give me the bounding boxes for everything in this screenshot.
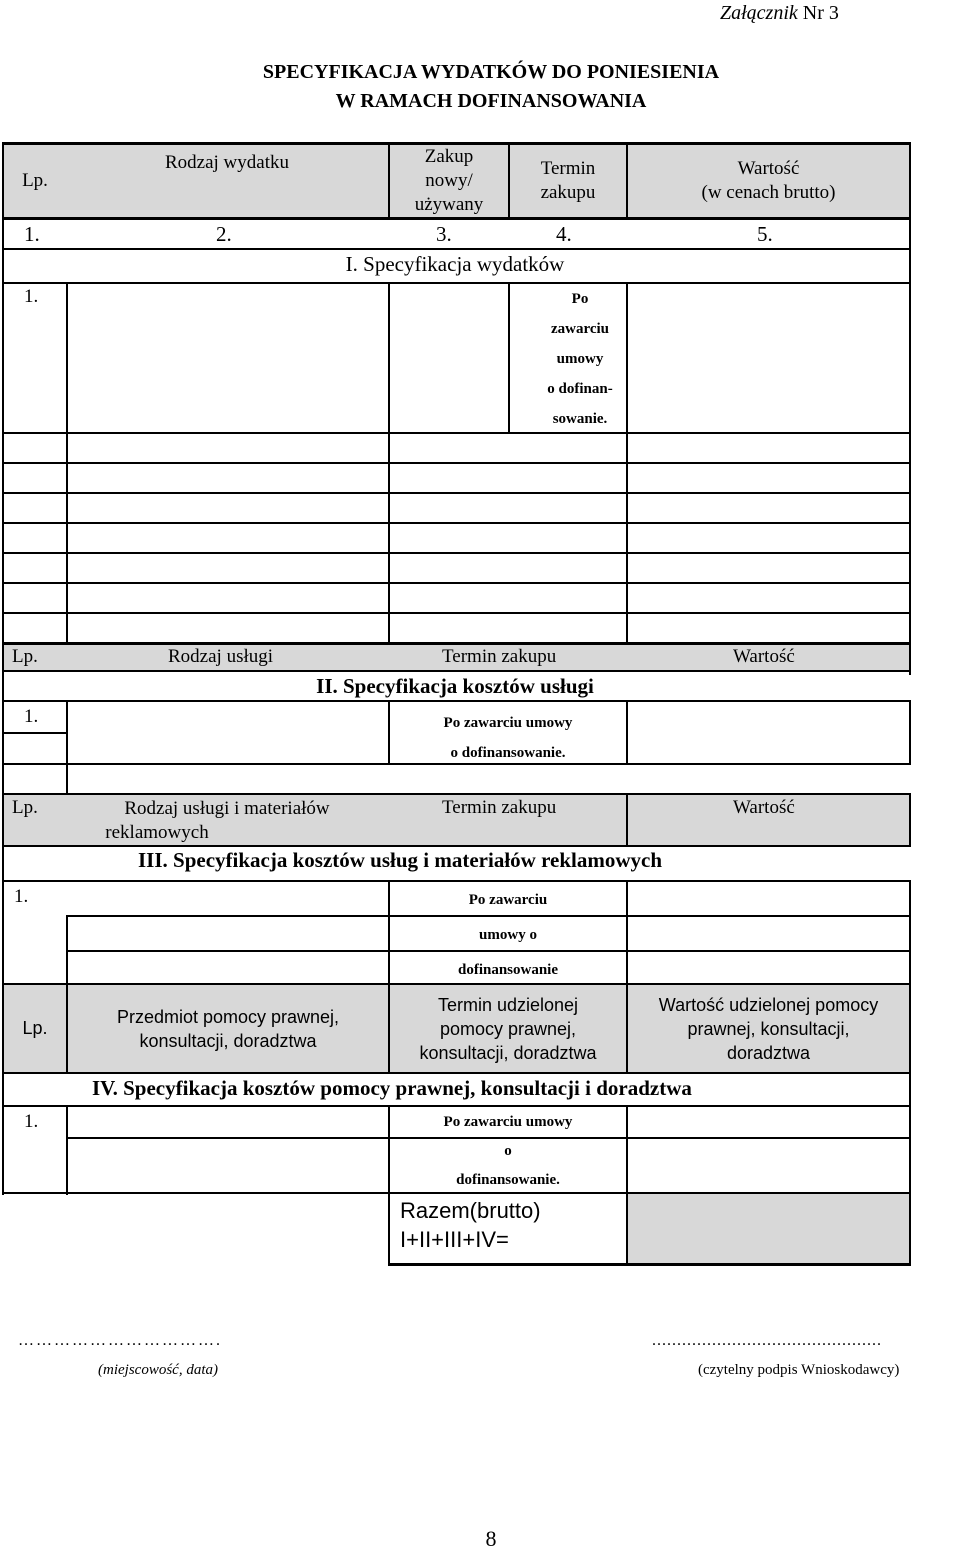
header-expense-type: Rodzaj wydatku xyxy=(164,152,289,173)
section4-header-term-line-1: Termin udzielonej xyxy=(437,994,579,1015)
section4-term-line-3: dofinansowanie. xyxy=(456,1172,560,1188)
section2-title: II. Specyfikacja kosztów usługi xyxy=(316,674,594,698)
place-date-caption: (miejscowość, data) xyxy=(98,1362,218,1378)
section3-header-type-line-1: Rodzaj usługi i materiałów xyxy=(124,798,330,819)
col-number-1: 1. xyxy=(24,222,40,246)
header-lp: Lp. xyxy=(22,170,48,191)
total-value-cell xyxy=(628,1193,910,1265)
header-purchase-term xyxy=(510,145,626,217)
section2-row-number: 1. xyxy=(24,706,39,727)
header-value-line-1: Wartość xyxy=(737,158,800,179)
section1-title: I. Specyfikacja wydatków xyxy=(345,252,565,276)
section4-header-value-line-3: doradztwa xyxy=(726,1042,811,1063)
total-label xyxy=(400,1196,541,1254)
section4-term-line-1: Po zawarciu umowy xyxy=(443,1114,573,1130)
section3-header-value: Wartość xyxy=(733,797,795,818)
col-number-3: 3. xyxy=(436,222,452,246)
attachment-label xyxy=(720,2,839,25)
section3-term-text xyxy=(390,883,626,988)
section1-term-text xyxy=(390,284,770,434)
section3-term-line-2: umowy o xyxy=(479,927,537,943)
header-new-used-line-1: Zakup xyxy=(424,146,474,167)
header-new-used xyxy=(390,145,508,217)
header-value-line-2: (w cenach brutto) xyxy=(701,182,836,203)
section3-header-lp: Lp. xyxy=(12,797,38,818)
section2-header-lp: Lp. xyxy=(12,646,38,667)
header-term-line-2: zakupu xyxy=(540,182,596,203)
title-line-1: SPECYFIKACJA WYDATKÓW DO PONIESIENIA xyxy=(262,61,720,83)
section4-header-value-line-2: prawnej, konsultacji, xyxy=(687,1018,850,1039)
attachment-label-number: Nr 3 xyxy=(797,2,839,24)
col-number-5: 5. xyxy=(757,222,773,246)
section1-term-line-5: sowanie. xyxy=(552,411,608,427)
section4-header-subject-line-2: konsultacji, doradztwa xyxy=(139,1030,317,1051)
section2-header-term: Termin zakupu xyxy=(442,646,557,667)
header-term-line-1: Termin xyxy=(540,158,596,179)
section1-term-line-3: umowy xyxy=(556,351,604,367)
col-number-4: 4. xyxy=(556,222,572,246)
col-number-2: 2. xyxy=(216,222,232,246)
section2-header-value: Wartość xyxy=(733,646,795,667)
header-value xyxy=(628,145,909,217)
section3-header-type-line-2: reklamowych xyxy=(105,822,209,843)
total-label-line-1: Razem(brutto) xyxy=(400,1198,541,1223)
title-line-2: W RAMACH DOFINANSOWANIA xyxy=(335,90,647,112)
signature-caption: (czytelny podpis Wnioskodawcy) xyxy=(698,1362,900,1378)
section4-header-term-line-2: pomocy prawnej, xyxy=(439,1018,577,1039)
section4-term-text xyxy=(390,1108,626,1195)
place-date-line: ……………………………. xyxy=(18,1332,222,1349)
header-new-used-line-2: nowy/ xyxy=(425,170,473,191)
section4-header-lp: Lp. xyxy=(22,1018,48,1038)
section4-row-number: 1. xyxy=(24,1111,39,1132)
section1-term-line-1: Po xyxy=(571,291,589,307)
section3-term-line-1: Po zawarciu xyxy=(468,892,548,908)
section4-header-subject xyxy=(68,985,388,1072)
section4-title: IV. Specyfikacja kosztów pomocy prawnej, konsultacji i doradztwa xyxy=(92,1076,692,1100)
section3-header-type xyxy=(66,797,388,845)
section4-term-line-2: o xyxy=(504,1143,512,1159)
section4-header-term xyxy=(390,985,626,1072)
section1-row-number: 1. xyxy=(24,286,39,307)
attachment-label-italic: Załącznik xyxy=(720,2,798,24)
section3-header-term: Termin zakupu xyxy=(442,797,557,818)
section4-header-term-line-3: konsultacji, doradztwa xyxy=(419,1042,597,1063)
header-new-used-line-3: używany xyxy=(414,194,484,215)
section2-term-line-1: Po zawarciu umowy xyxy=(443,715,573,731)
section3-term-line-3: dofinansowanie xyxy=(457,962,559,978)
page-number: 8 xyxy=(485,1526,497,1551)
section4-header-value xyxy=(628,985,909,1072)
section2-term-line-2: o dofinansowanie. xyxy=(450,745,566,761)
document-title xyxy=(0,58,960,116)
section3-row-number: 1. xyxy=(14,886,29,907)
section1-term-line-4: o dofinan- xyxy=(547,381,613,397)
section3-title: III. Specyfikacja kosztów usług i materiałów reklamowych xyxy=(138,848,663,872)
section4-header-value-line-1: Wartość udzielonej pomocy xyxy=(658,994,879,1015)
signature-line: .............................................. xyxy=(652,1332,882,1349)
section4-header-subject-line-1: Przedmiot pomocy prawnej, xyxy=(116,1006,340,1027)
section2-header-type: Rodzaj usługi xyxy=(168,646,274,667)
section2-term-text xyxy=(390,708,626,768)
total-label-line-2: I+II+III+IV= xyxy=(400,1227,509,1252)
section1-term-line-2: zawarciu xyxy=(550,321,610,337)
